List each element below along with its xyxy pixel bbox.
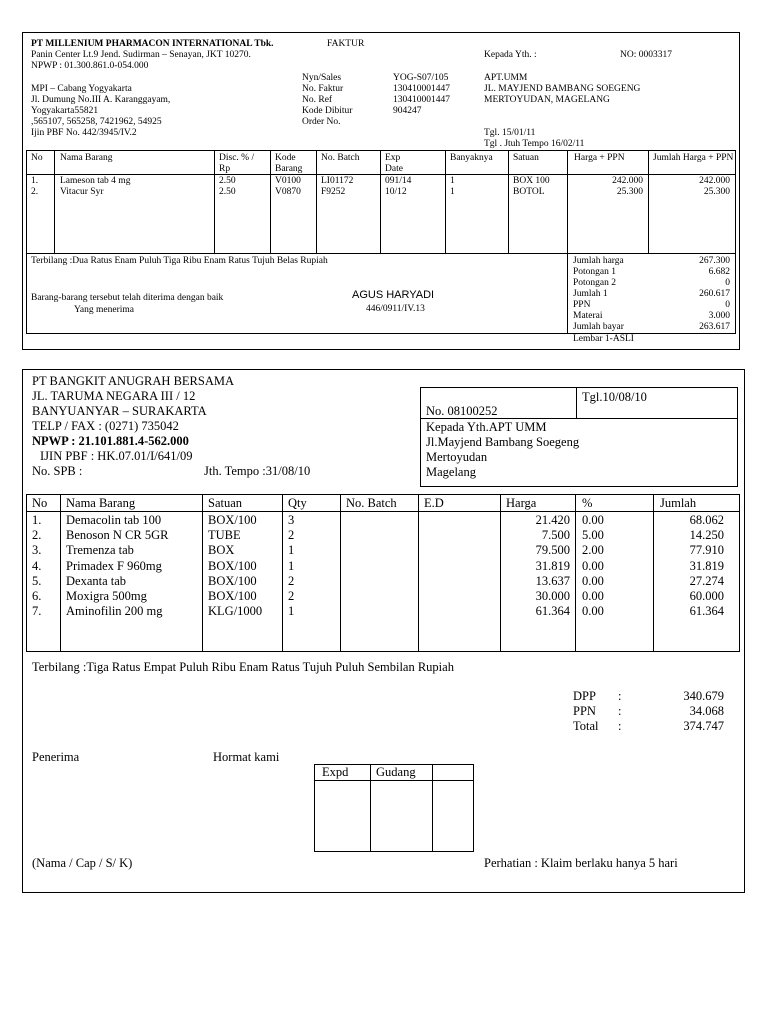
inv2-kepada-1: Jl.Mayjend Bambang Soegeng (426, 435, 580, 449)
inv2-header-batch: No. Batch (346, 496, 397, 510)
cell-no: 2. (32, 528, 42, 543)
cell-no: 1. (31, 176, 39, 186)
cell-harga: 242.000 (612, 176, 643, 186)
cell-nama: Dexanta tab (66, 573, 127, 588)
cell-percent: 0.00 (582, 513, 604, 527)
inv1-meta-label-4: Order No. (302, 117, 341, 127)
cell-satuan: TUBE (208, 528, 241, 543)
cell-qty: 1 (288, 558, 295, 573)
cell-nama: Primadex F 960mg (66, 558, 162, 573)
cell-harga: 7.500 (541, 528, 570, 543)
inv2-header-harga: Harga (506, 496, 537, 510)
inv1-header-batch: No. Batch (321, 153, 360, 163)
inv1-header-exp: Exp Date (385, 153, 403, 174)
cell-jumlah: 27.274 (689, 573, 724, 588)
cell-qty: 1 (288, 543, 295, 558)
inv1-total-value-1: 6.682 (708, 267, 730, 277)
cell-satuan: BOX/100 (208, 589, 257, 603)
inv2-perhatian: Perhatian : Klaim berlaku hanya 5 hari (484, 856, 678, 870)
cell-satuan: KLG/1000 (208, 604, 263, 619)
inv2-header-jumlah: Jumlah (660, 496, 697, 510)
inv1-meta-label-1: No. Faktur (302, 84, 344, 94)
inv1-items-table (26, 150, 736, 254)
inv2-total-colon-2: : (618, 719, 622, 733)
inv2-due-date: Jth. Tempo :31/08/10 (204, 464, 311, 478)
inv1-meta-value-0: YOG-S07/105 (393, 73, 449, 83)
inv1-header-kode: Kode Barang (275, 153, 303, 174)
inv1-meta-value-3: 904247 (393, 106, 422, 116)
cell-disc: 2.50 (219, 187, 236, 197)
cell-jumlah: 60.000 (689, 589, 724, 603)
inv2-penerima: Penerima (32, 750, 80, 764)
inv1-recipient-2: MERTOYUDAN, MAGELANG (484, 95, 610, 105)
inv2-total-value-0: 340.679 (683, 689, 724, 703)
cell-no: 1. (32, 513, 42, 527)
cell-qty: 1 (450, 187, 455, 197)
cell-harga: 13.637 (535, 573, 570, 588)
cell-percent: 0.00 (582, 573, 604, 588)
cell-no: 4. (32, 558, 42, 573)
cell-kode: V0100 (275, 176, 301, 186)
cell-nama: Vitacur Syr (60, 187, 104, 197)
cell-exp: 10/12 (385, 187, 407, 197)
inv1-header-no: No (31, 153, 43, 163)
cell-satuan: BOX/100 (208, 573, 257, 588)
cell-no: 6. (32, 589, 42, 603)
inv1-address: Panin Center Lt.9 Jend. Sudirman – Senayan, JKT 10270. (31, 50, 251, 60)
cell-jumlah: 77.910 (689, 543, 724, 558)
inv1-total-label-4: PPN (573, 300, 591, 310)
inv2-total-value-2: 374.747 (683, 719, 724, 733)
inv1-total-value-0: 267.300 (699, 256, 730, 266)
inv1-recipient-1: JL. MAYJEND BAMBANG SOEGENG (484, 84, 641, 94)
inv1-header-qty: Banyaknya (450, 153, 493, 163)
inv2-addr2: BANYUANYAR – SURAKARTA (32, 404, 207, 418)
inv2-header-ed: E.D (424, 496, 444, 510)
cell-no: 3. (32, 543, 42, 558)
inv2-header-satuan: Satuan (208, 496, 243, 510)
inv2-total-colon-0: : (618, 689, 622, 703)
cell-nama: Demacolin tab 100 (66, 513, 162, 527)
cell-harga: 61.364 (535, 604, 570, 619)
cell-jumlah: 14.250 (689, 528, 724, 543)
cell-jumlah: 61.364 (689, 604, 724, 619)
inv1-date: Tgl. 15/01/11 (484, 128, 536, 138)
inv1-npwp: NPWP : 01.300.861.0-054.000 (31, 61, 149, 71)
cell-qty: 2 (288, 573, 295, 588)
inv1-number: NO: 0003317 (620, 50, 672, 60)
inv2-stamp-expd: Expd (322, 765, 349, 779)
inv2-company: PT BANGKIT ANUGRAH BERSAMA (32, 374, 234, 388)
cell-satuan: BOTOL (513, 187, 545, 197)
inv1-branch-2: Yogyakarta55821 (31, 106, 99, 116)
inv2-total-label-0: DPP (573, 689, 596, 703)
inv1-total-value-4: 0 (725, 300, 730, 310)
cell-percent: 0.00 (582, 589, 604, 603)
inv1-branch-4: Ijin PBF No. 442/3945/IV.2 (31, 128, 137, 138)
cell-no: 7. (32, 604, 42, 619)
inv1-total-value-5: 3.000 (708, 311, 730, 321)
inv1-total-value-6: 263.617 (699, 322, 730, 332)
inv1-company: PT MILLENIUM PHARMACON INTERNATIONAL Tbk. (31, 39, 274, 49)
inv2-date: Tgl.10/08/10 (582, 390, 647, 404)
cell-satuan: BOX (208, 543, 235, 558)
inv1-total-label-3: Jumlah 1 (573, 289, 608, 299)
inv1-meta-value-1: 130410001447 (393, 84, 450, 94)
inv1-total-label-2: Potongan 2 (573, 278, 617, 288)
inv1-meta-label-3: Kode Dibitur (302, 106, 353, 116)
inv1-received-note: Barang-barang tersebut telah diterima dengan baik (31, 293, 224, 303)
cell-exp: 091/14 (385, 176, 412, 186)
inv1-branch-0: MPI – Cabang Yogyakarta (31, 84, 132, 94)
cell-satuan: BOX/100 (208, 558, 257, 573)
cell-jumlah: 68.062 (689, 513, 724, 527)
inv2-total-colon-1: : (618, 704, 622, 718)
inv2-header-qty: Qty (288, 496, 307, 510)
inv2-header-nama: Nama Barang (66, 496, 136, 510)
inv2-terbilang: Terbilang :Tiga Ratus Empat Puluh Ribu Enam Ratus Tujuh Puluh Sembilan Rupiah (32, 660, 454, 674)
inv1-signer: AGUS HARYADI (352, 289, 435, 301)
cell-harga: 30.000 (535, 589, 570, 603)
inv1-header-satuan: Satuan (513, 153, 539, 163)
cell-no: 2. (31, 187, 39, 197)
inv1-header-jumlah: Jumlah Harga + PPN (653, 153, 734, 163)
cell-percent: 2.00 (582, 543, 604, 558)
cell-nama: Lameson tab 4 mg (60, 176, 131, 186)
cell-percent: 5.00 (582, 528, 604, 543)
cell-qty: 1 (288, 604, 295, 619)
inv1-header-nama: Nama Barang (60, 153, 113, 163)
cell-harga: 79.500 (535, 543, 570, 558)
inv2-spb: No. SPB : (32, 464, 83, 478)
inv1-branch-3: ,565107, 565258, 7421962, 54925 (31, 117, 162, 127)
inv1-meta-value-2: 130410001447 (393, 95, 450, 105)
inv1-doc-type: FAKTUR (327, 39, 365, 49)
inv2-total-label-1: PPN (573, 704, 596, 718)
cell-nama: Moxigra 500mg (66, 589, 147, 603)
inv1-total-label-5: Materai (573, 311, 603, 321)
inv1-total-value-2: 0 (725, 278, 730, 288)
inv2-header-no: No (32, 496, 48, 510)
cell-nama: Benoson N CR 5GR (66, 528, 169, 543)
inv1-receiver-label: Yang menerima (74, 305, 134, 315)
cell-nama: Tremenza tab (66, 543, 134, 558)
cell-qty: 2 (288, 528, 295, 543)
inv2-total-label-2: Total (573, 719, 599, 733)
cell-disc: 2.50 (219, 176, 236, 186)
cell-qty: 3 (288, 513, 295, 527)
cell-jumlah: 242.000 (699, 176, 730, 186)
inv1-branch-1: Jl. Dumung No.III A. Karanggayam, (31, 95, 171, 105)
cell-jumlah: 31.819 (689, 558, 724, 573)
inv2-kepada-3: Magelang (426, 465, 476, 479)
inv1-terbilang: Terbilang :Dua Ratus Enam Puluh Tiga Ribu Enam Ratus Tujuh Belas Rupiah (31, 256, 328, 266)
inv2-ijin: IJIN PBF : HK.07.01/I/641/09 (40, 449, 193, 463)
inv1-total-label-6: Jumlah bayar (573, 322, 624, 332)
cell-satuan: BOX/100 (208, 513, 257, 527)
inv2-kepada-2: Mertoyudan (426, 450, 488, 464)
cell-batch: F9252 (321, 187, 346, 197)
cell-qty: 2 (288, 589, 295, 603)
cell-jumlah: 25.300 (703, 187, 730, 197)
inv1-total-value-3: 260.617 (699, 289, 730, 299)
inv2-telp: TELP / FAX : (0271) 735042 (32, 419, 179, 433)
inv2-number: No. 08100252 (426, 404, 498, 418)
cell-no: 5. (32, 573, 42, 588)
inv2-kepada-0: Kepada Yth.APT UMM (426, 420, 547, 434)
inv1-signer-code: 446/0911/IV.13 (366, 304, 425, 314)
cell-kode: V0870 (275, 187, 301, 197)
inv1-recipient-0: APT.UMM (484, 73, 528, 83)
cell-batch: LI01172 (321, 176, 354, 186)
inv1-kepada-label: Kepada Yth. : (484, 50, 537, 60)
cell-percent: 0.00 (582, 604, 604, 619)
cell-harga: 21.420 (535, 513, 570, 527)
inv1-meta-label-2: No. Ref (302, 95, 333, 105)
inv2-header-percent: % (582, 496, 593, 510)
inv2-npwp: NPWP : 21.101.881.4-562.000 (32, 434, 189, 448)
inv1-meta-label-0: Nyn/Sales (302, 73, 342, 83)
inv2-hormat: Hormat kami (213, 750, 280, 764)
cell-percent: 0.00 (582, 558, 604, 573)
inv2-stamp-gudang: Gudang (376, 765, 416, 779)
cell-harga: 25.300 (616, 187, 643, 197)
inv1-header-disc: Disc. % / Rp (219, 153, 255, 174)
inv2-nama-cap: (Nama / Cap / S/ K) (32, 856, 133, 870)
inv1-total-label-1: Potongan 1 (573, 267, 617, 277)
cell-satuan: BOX 100 (513, 176, 550, 186)
inv1-due-date: Tgl . Jtuh Tempo 16/02/11 (484, 139, 585, 149)
inv1-total-label-0: Jumlah harga (573, 256, 624, 266)
inv1-lembar: Lembar 1-ASLI (573, 334, 634, 344)
cell-qty: 1 (450, 176, 455, 186)
cell-harga: 31.819 (535, 558, 570, 573)
inv2-addr1: JL. TARUMA NEGARA III / 12 (32, 389, 196, 403)
cell-nama: Aminofilin 200 mg (66, 604, 163, 619)
inv1-header-harga: Harga + PPN (574, 153, 625, 163)
inv2-total-value-1: 34.068 (689, 704, 724, 718)
